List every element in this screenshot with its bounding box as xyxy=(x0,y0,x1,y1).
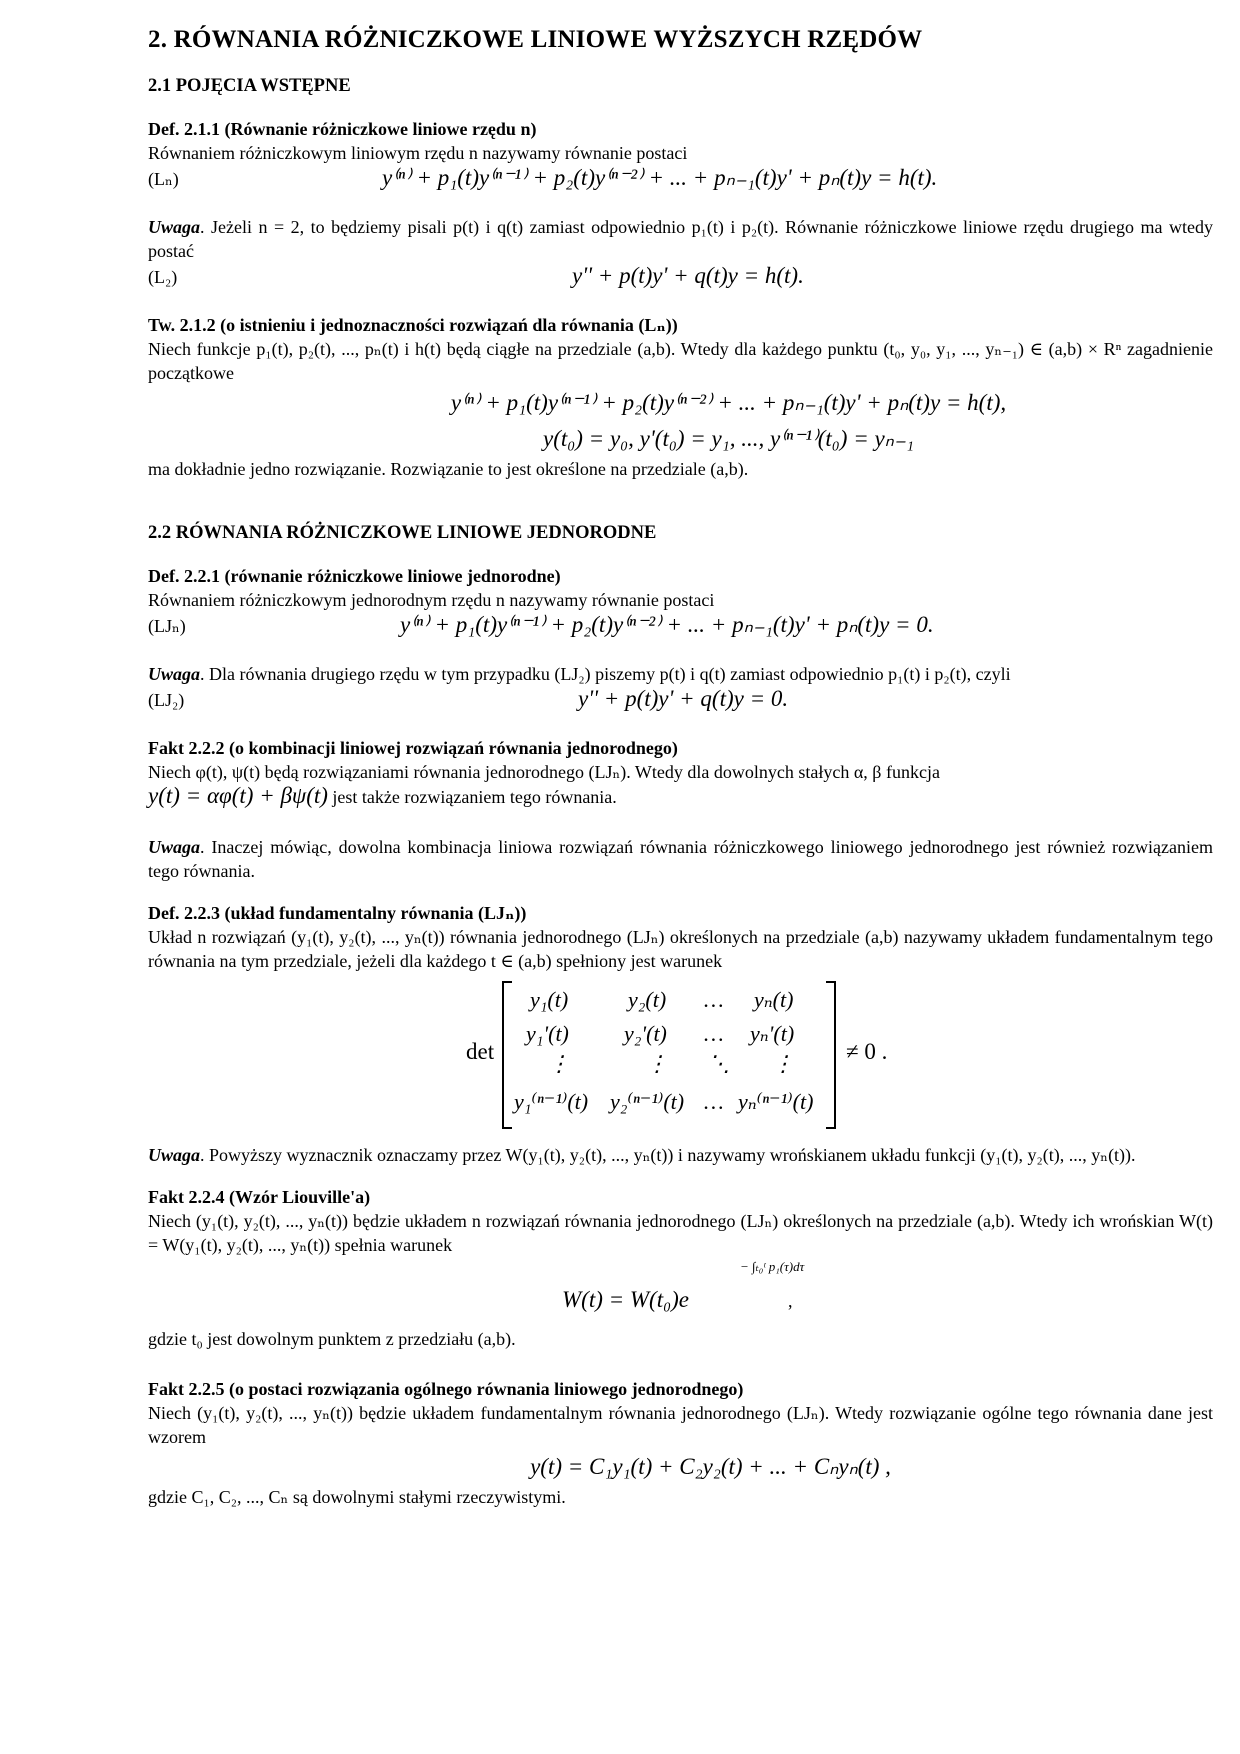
liouville-formula xyxy=(148,1257,1213,1327)
definition-heading: Def. 2.1.1 (Równanie różniczkowe liniowe rzędu n) xyxy=(148,119,537,139)
remark-4 xyxy=(148,1143,1213,1167)
initial-value-equation: y⁽ⁿ⁾ + p₁(t)y⁽ⁿ⁻¹⁾ + p₂(t)y⁽ⁿ⁻²⁾ + ... + pₙ₋₁(t)y' + pₙ(t)y = h(t), xyxy=(450,390,1007,415)
chapter-title: 2. RÓWNANIA RÓŻNICZKOWE LINIOWE WYŻSZYCH RZĘDÓW xyxy=(148,26,923,53)
remark-body: . Jeżeli n = 2, to będziemy pisali p(t) i q(t) zamiast odpowiednio p₁(t) i p₂(t). Równanie różniczkowe liniowe rzędu drugiego ma wtedy postać xyxy=(148,217,1213,261)
fact-heading: Fakt 2.2.5 (o postaci rozwiązania ogólnego równania liniowego jednorodnego) xyxy=(148,1379,744,1399)
matrix-cell: ⋮ xyxy=(772,1051,794,1076)
remark-text xyxy=(148,662,1213,686)
theorem-heading: Tw. 2.1.2 (o istnieniu i jednoznaczności rozwiązań dla równania (Lₙ)) xyxy=(148,315,678,335)
general-solution-equation: y(t) = C₁y₁(t) + C₂y₂(t) + ... + Cₙyₙ(t) , xyxy=(530,1454,891,1479)
fact-text: Niech (y₁(t), y₂(t), ..., yₙ(t)) będzie układem fundamentalnym równania jednorodnego (LJₙ). Wtedy rozwiązanie ogólne tego równania dane jest wzorem xyxy=(148,1403,1213,1447)
remark-3 xyxy=(148,835,1213,883)
equation-row xyxy=(148,686,1213,718)
remark-text xyxy=(148,1143,1213,1167)
remark-lead: Uwaga xyxy=(148,837,201,857)
definition-text: Układ n rozwiązań (y₁(t), y₂(t), ..., yₙ(t)) równania jednorodnego (LJₙ) określonych na przedziale (a,b) nazywamy układem fundamentalnym tego równania na tym przedziale, jeżeli dla każdego t ∈ (a,b) spełniony jest warunek xyxy=(148,927,1213,971)
matrix-cell: yₙ'(t) xyxy=(750,1021,795,1046)
definition-text: Równaniem różniczkowym jednorodnym rzędu n nazywamy równanie postaci xyxy=(148,590,715,610)
equation-row xyxy=(148,612,1213,644)
equation-row xyxy=(148,165,1213,197)
remark-lead: Uwaga xyxy=(148,664,201,684)
wronskian-matrix-block xyxy=(148,981,1213,1131)
remark-text xyxy=(148,835,1213,883)
matrix-cell: … xyxy=(704,1089,724,1114)
equation-label: (LJₙ) xyxy=(148,616,186,636)
remark-2 xyxy=(148,662,1213,718)
theorem-text: Niech funkcje p₁(t), p₂(t), ..., pₙ(t) i h(t) będą ciągłe na przedziale (a,b). Wtedy dla każdego punktu (t₀, y₀, y₁, ..., yₙ₋₁) ∈ (a,b) × Rⁿ zagadnienie początkowe xyxy=(148,339,1213,383)
matrix-cell: y₂'(t) xyxy=(624,1021,667,1046)
remark-body: . Dla równania drugiego rzędu w tym przypadku (LJ₂) piszemy p(t) i q(t) zamiast odpowiednio p₁(t) i p₂(t), czyli xyxy=(200,664,1011,684)
fact-heading: Fakt 2.2.4 (Wzór Liouville'a) xyxy=(148,1187,371,1207)
fact-text: Niech (y₁(t), y₂(t), ..., yₙ(t)) będzie układem n rozwiązań równania jednorodnego (LJₙ) określonych na przedziale (a,b). Wtedy ich wrońskian W(t) = W(y₁(t), y₂(t), ..., yₙ(t)) spełnia warunek xyxy=(148,1211,1213,1255)
fact-equation-line xyxy=(148,784,1213,809)
fact-2-2-5 xyxy=(148,1377,1213,1509)
theorem-conclusion: ma dokładnie jedno rozwiązanie. Rozwiązanie to jest określone na przedziale (a,b). xyxy=(148,459,749,479)
equation-lj2: y'' + p(t)y' + q(t)y = 0. xyxy=(578,686,789,711)
equation-ljn: y⁽ⁿ⁾ + p₁(t)y⁽ⁿ⁻¹⁾ + p₂(t)y⁽ⁿ⁻²⁾ + ... + pₙ₋₁(t)y' + pₙ(t)y = 0. xyxy=(400,612,934,637)
fact-text: Niech φ(t), ψ(t) będą rozwiązaniami równania jednorodnego (LJₙ). Wtedy dla dowolnych stałych α, β funkcja xyxy=(148,762,940,782)
document-page xyxy=(148,26,1213,1527)
definition-2-2-1 xyxy=(148,564,1213,644)
remark-text xyxy=(148,215,1213,263)
equation-label: (L₂) xyxy=(148,267,178,287)
initial-conditions: y(t₀) = y₀, y'(t₀) = y₁, ..., y⁽ⁿ⁻¹⁾(t₀) = yₙ₋₁ xyxy=(543,426,914,451)
fact-after: jest także rozwiązaniem tego równania. xyxy=(327,787,617,807)
fact-2-2-2 xyxy=(148,736,1213,809)
equation-row xyxy=(148,263,1213,295)
equation-label: (LJ₂) xyxy=(148,690,185,710)
matrix-cell: yₙ(t) xyxy=(754,987,794,1012)
remark-lead: Uwaga xyxy=(148,1145,201,1165)
liouville-comma: , xyxy=(788,1291,793,1311)
matrix-cell: … xyxy=(704,987,724,1012)
matrix-cell: … xyxy=(704,1021,724,1046)
wronskian-matrix xyxy=(502,981,836,1129)
det-operator: det xyxy=(466,1039,495,1064)
definition-2-1-1 xyxy=(148,117,1213,197)
section-heading-2-1: 2.1 POJĘCIA WSTĘPNE xyxy=(148,76,351,96)
equation-ln: y⁽ⁿ⁾ + p₁(t)y⁽ⁿ⁻¹⁾ + p₂(t)y⁽ⁿ⁻²⁾ + ... + pₙ₋₁(t)y' + pₙ(t)y = h(t). xyxy=(382,165,938,190)
fact-after: gdzie t₀ jest dowolnym punktem z przedziału (a,b). xyxy=(148,1329,516,1349)
remark-body: . Powyższy wyznacznik oznaczamy przez W(y₁(t), y₂(t), ..., yₙ(t)) i nazywamy wrońskianem układu funkcji (y₁(t), y₂(t), ..., yₙ(t)). xyxy=(200,1145,1136,1165)
fact-2-2-4 xyxy=(148,1185,1213,1351)
matrix-cell: y₂(t) xyxy=(628,987,667,1012)
matrix-cell: ⋮ xyxy=(548,1051,570,1076)
matrix-cell: ⋮ xyxy=(646,1051,668,1076)
definition-text: Równaniem różniczkowym liniowym rzędu n nazywamy równanie postaci xyxy=(148,143,688,163)
linear-combination-equation: y(t) = αφ(t) + βψ(t) xyxy=(148,783,328,808)
liouville-equation: W(t) = W(t₀)e xyxy=(562,1287,689,1312)
matrix-cell: y₁⁽ⁿ⁻¹⁾(t) xyxy=(514,1089,589,1114)
remark-body: . Inaczej mówiąc, dowolna kombinacja liniowa rozwiązań równania różniczkowego liniowego jednorodnego jest również rozwiązaniem tego równania. xyxy=(148,837,1213,881)
remark-1 xyxy=(148,215,1213,295)
matrix-cell: y₁'(t) xyxy=(526,1021,569,1046)
equation-label: (Lₙ) xyxy=(148,169,179,189)
equation-l2: y'' + p(t)y' + q(t)y = h(t). xyxy=(572,263,804,288)
not-equal-zero: ≠ 0 . xyxy=(846,1039,888,1064)
matrix-cell: y₁(t) xyxy=(530,987,569,1012)
liouville-exponent: − ∫ₜ₀ᵗ p₁(τ)dτ xyxy=(740,1259,805,1274)
section-heading-2-2: 2.2 RÓWNANIA RÓŻNICZKOWE LINIOWE JEDNORODNE xyxy=(148,523,657,543)
matrix-cell: ⋱ xyxy=(708,1051,730,1076)
remark-lead: Uwaga xyxy=(148,217,201,237)
fact-heading: Fakt 2.2.2 (o kombinacji liniowej rozwiązań równania jednorodnego) xyxy=(148,738,678,758)
definition-heading: Def. 2.2.3 (układ fundamentalny równania (LJₙ)) xyxy=(148,903,527,923)
theorem-2-1-2 xyxy=(148,313,1213,481)
matrix-cell: y₂⁽ⁿ⁻¹⁾(t) xyxy=(610,1089,685,1114)
definition-heading: Def. 2.2.1 (równanie różniczkowe liniowe jednorodne) xyxy=(148,566,561,586)
matrix-cell: yₙ⁽ⁿ⁻¹⁾(t) xyxy=(738,1089,814,1114)
definition-2-2-3 xyxy=(148,901,1213,1131)
fact-after: gdzie C₁, C₂, ..., Cₙ są dowolnymi stałymi rzeczywistymi. xyxy=(148,1487,566,1507)
